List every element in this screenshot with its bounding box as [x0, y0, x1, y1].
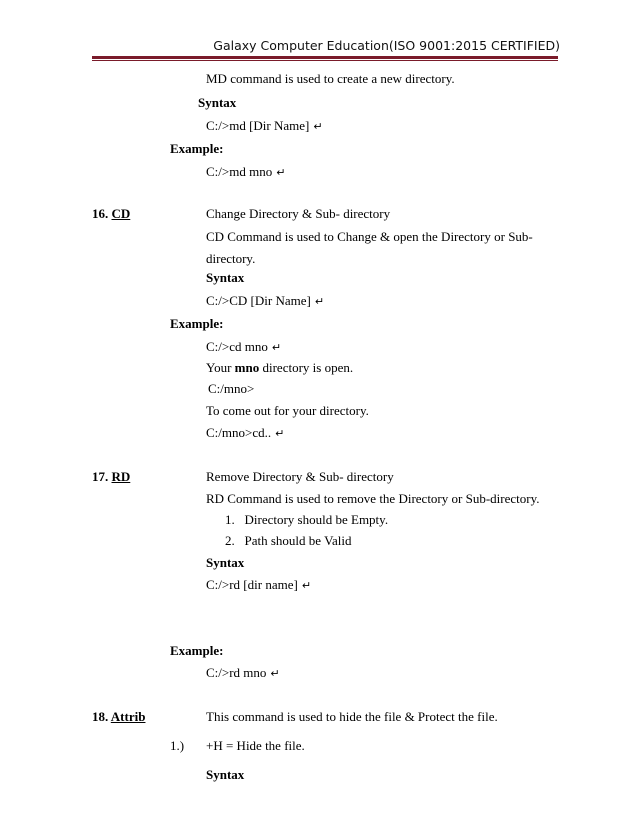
cd-description-line1: CD Command is used to Change & open the Directory or Sub-	[206, 229, 533, 244]
enter-icon: ↵	[301, 579, 312, 592]
cd-description-line2: directory.	[206, 251, 256, 266]
cd-syntax-label: Syntax	[206, 270, 245, 285]
md-syntax-label: Syntax	[198, 95, 237, 110]
enter-icon: ↵	[276, 166, 286, 179]
rd-title: Remove Directory & Sub- directory	[206, 469, 394, 484]
cd-example-label: Example:	[170, 316, 224, 331]
enter-icon: ↵	[275, 427, 285, 440]
attrib-item-text: +H = Hide the file.	[206, 738, 305, 753]
enter-icon: ↵	[271, 341, 282, 354]
rd-syntax: C:/>rd [dir name] ↵	[206, 577, 312, 592]
md-example-label: Example:	[170, 141, 224, 156]
rd-condition-1: 1. Directory should be Empty.	[225, 512, 389, 527]
cd-example-cmd: C:/>cd mno ↵	[206, 339, 282, 354]
cd-syntax: C:/>CD [Dir Name] ↵	[206, 293, 325, 308]
rd-example: C:/>rd mno ↵	[206, 665, 280, 680]
cd-prompt: C:/mno>	[208, 381, 255, 396]
md-example: C:/>md mno ↵	[206, 164, 286, 179]
cd-your-line: Your mno directory is open.	[206, 360, 354, 375]
rd-description: RD Command is used to remove the Directory or Sub-directory.	[206, 491, 540, 506]
header-rule	[92, 56, 558, 59]
attrib-heading: 18. Attrib	[92, 709, 146, 724]
enter-icon: ↵	[314, 295, 325, 308]
enter-icon: ↵	[313, 120, 323, 133]
cd-heading: 16. CD	[92, 206, 131, 221]
rd-condition-2: 2. Path should be Valid	[225, 533, 352, 548]
md-syntax: C:/>md [Dir Name] ↵	[206, 118, 323, 133]
rd-syntax-label: Syntax	[206, 555, 245, 570]
rd-heading: 17. RD	[92, 469, 131, 484]
md-description: MD command is used to create a new directory.	[206, 71, 455, 86]
rd-example-label: Example:	[170, 643, 224, 658]
header-rule-thin	[92, 60, 558, 61]
header-title: Galaxy Computer Education(ISO 9001:2015 CERTIFIED)	[213, 38, 560, 53]
cd-come-out: To come out for your directory.	[206, 403, 369, 418]
attrib-syntax-label: Syntax	[206, 767, 245, 782]
cd-title: Change Directory & Sub- directory	[206, 206, 391, 221]
enter-icon: ↵	[270, 667, 280, 680]
attrib-item-num: 1.)	[170, 738, 185, 753]
cd-back: C:/mno>cd.. ↵	[206, 425, 285, 440]
attrib-description: This command is used to hide the file & Protect the file.	[206, 709, 498, 724]
